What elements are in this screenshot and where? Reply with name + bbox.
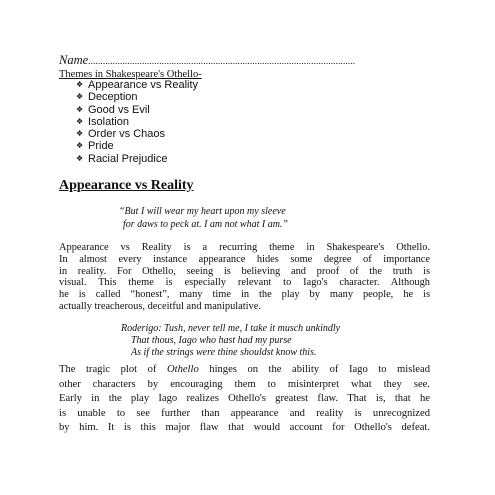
list-item: ❖ Pride — [76, 140, 114, 153]
opening-quote — [119, 206, 288, 231]
list-item: ❖ Racial Prejudice — [76, 152, 168, 165]
list-item: ❖ Deception — [76, 91, 138, 104]
quote-line: for daws to peck at. I am not what I am.” — [123, 218, 288, 230]
diamond-bullet-icon: ❖ — [76, 116, 84, 126]
paragraph-line: actually treacherous, deceitful and manipulative. — [59, 300, 261, 312]
paragraph-line: in reality. For Othello, seeing is believing and proof of the truth is — [59, 265, 430, 277]
paragraph-plot — [59, 363, 430, 436]
diamond-bullet-icon: ❖ — [76, 104, 84, 114]
quote-line: As if the strings were thine shouldst know this. — [131, 346, 317, 358]
diamond-bullet-icon: ❖ — [76, 129, 84, 139]
name-blank-line: ............................................................................................................. — [88, 56, 356, 66]
paragraph-line: visual. This theme is especially relevant to Iago's character. Although — [59, 277, 430, 289]
diamond-bullet-icon: ❖ — [76, 141, 84, 151]
paragraph-line: In almost every instance appearance hides some degree of importance — [59, 253, 430, 265]
quote-line: That thous, Iago who hast had my purse — [131, 334, 292, 346]
paragraph-line: Appearance vs Reality is a recurring theme in Shakespeare's Othello. — [59, 242, 430, 253]
paragraph-line: by him. It is this major flaw that would account for Othello's defeat. — [59, 422, 430, 434]
diamond-bullet-icon: ❖ — [76, 153, 84, 163]
play-title: Othello — [166, 364, 199, 375]
list-item: ❖ Isolation — [76, 115, 129, 128]
paragraph-line: he is called “honest”, many time in the play by many people, he is — [59, 289, 430, 301]
list-item: ❖ Good vs Evil — [76, 103, 150, 116]
paragraph-line: Early in the play Iago realizes Othello's greatest flaw. That is, that he — [59, 393, 430, 405]
diamond-bullet-icon: ❖ — [76, 92, 84, 102]
themes-list — [76, 79, 198, 165]
roderigo-quote — [121, 323, 340, 358]
name-line — [59, 53, 355, 68]
quote-line: Roderigo: Tush, never tell me, I take it musch unkindly — [121, 323, 341, 334]
name-label: Name — [59, 53, 89, 67]
paragraph-line: is unable to see further than appearance and reality is unrecognized — [59, 407, 430, 419]
diamond-bullet-icon: ❖ — [76, 80, 84, 89]
list-item: ❖ Order vs Chaos — [76, 128, 166, 141]
paragraph-line: The tragic plot of Othello hinges on the ability of Iago to mislead — [59, 364, 430, 375]
section-title: Appearance vs Reality — [59, 178, 194, 193]
themes-heading: Themes in Shakespeare's Othello- — [59, 69, 202, 80]
paragraph-intro — [59, 242, 430, 313]
paragraph-line: other characters by encouraging them to misinterpret what they see. — [59, 378, 430, 390]
quote-line: “But I will wear my heart upon my sleeve — [119, 206, 286, 217]
list-item: ❖ Appearance vs Reality — [76, 79, 199, 91]
